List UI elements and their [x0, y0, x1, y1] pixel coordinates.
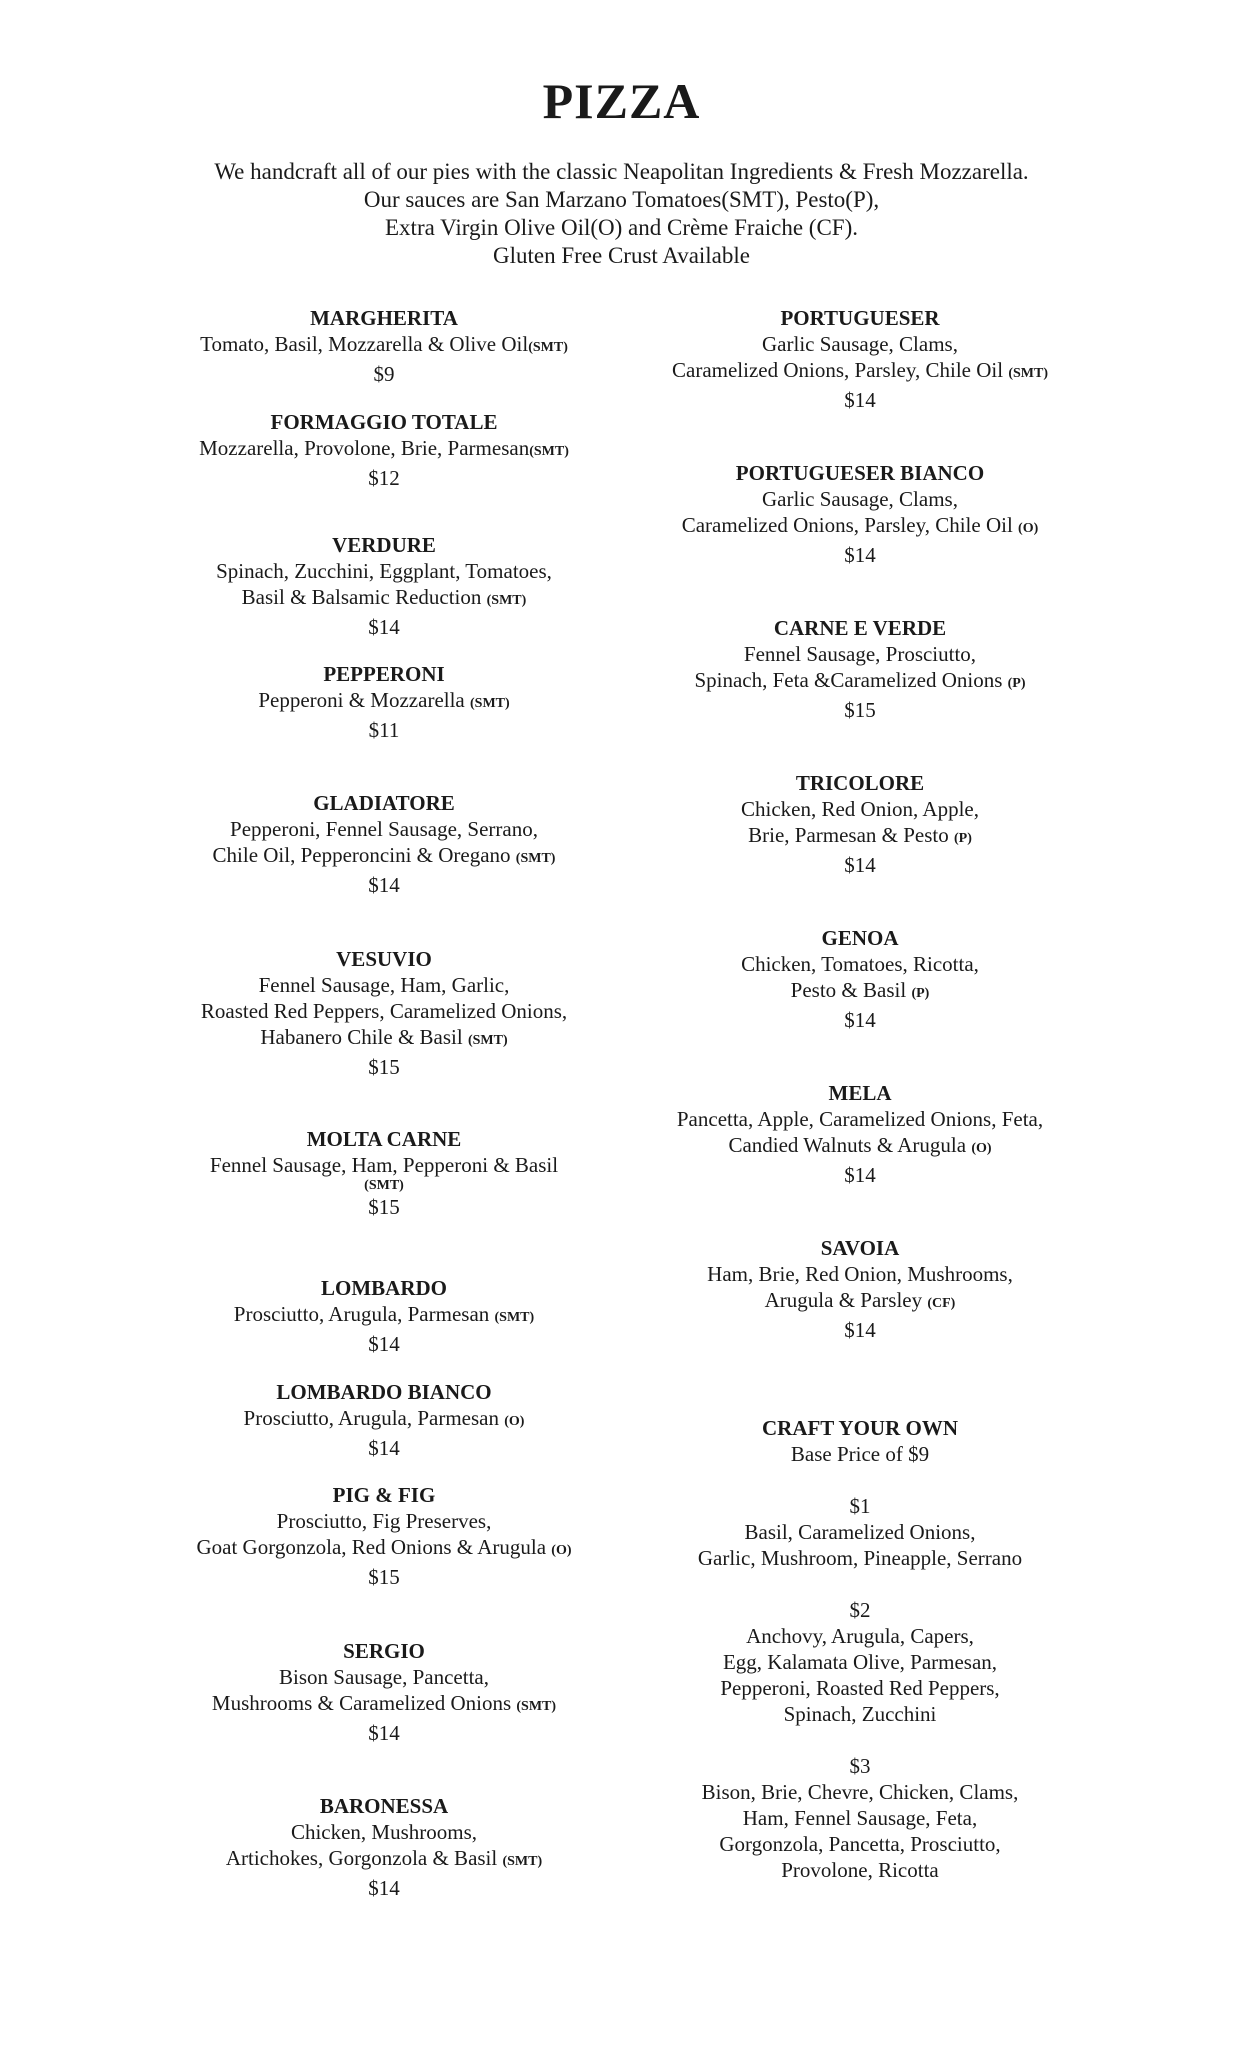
- item-name: MOLTA CARNE: [306, 1127, 462, 1151]
- menu-item-portugueser-bianco: [580, 460, 1140, 568]
- topping-group-2: [580, 1597, 1140, 1727]
- topping-list-line: Bison, Brie, Chevre, Chicken, Clams,: [701, 1780, 1019, 1804]
- item-price: $15: [368, 1055, 400, 1079]
- item-desc: Brie, Parmesan & Pesto (P): [748, 823, 972, 847]
- menu-item-carne-e-verde: [580, 615, 1140, 723]
- topping-list-line: Pepperoni, Roasted Red Peppers,: [720, 1676, 1000, 1700]
- craft-title: CRAFT YOUR OWN: [761, 1416, 958, 1440]
- item-desc: Basil & Balsamic Reduction (SMT): [241, 585, 527, 609]
- topping-list-line: Provolone, Ricotta: [781, 1858, 939, 1882]
- item-price: $14: [844, 1318, 876, 1342]
- item-name: BARONESSA: [319, 1794, 449, 1818]
- topping-list-line: Spinach, Zucchini: [783, 1702, 937, 1726]
- topping-group-price: $3: [849, 1754, 871, 1778]
- intro-line: Gluten Free Crust Available: [493, 243, 750, 268]
- topping-list-line: Ham, Fennel Sausage, Feta,: [742, 1806, 978, 1830]
- item-desc: Chile Oil, Pepperoncini & Oregano (SMT): [212, 843, 556, 867]
- item-desc: Spinach, Feta &Caramelized Onions (P): [694, 668, 1026, 692]
- item-name: VERDURE: [332, 533, 436, 557]
- sauce-code: (O): [971, 1141, 992, 1156]
- menu-item-mela: [580, 1080, 1140, 1188]
- item-price: $12: [368, 466, 400, 490]
- item-price: $14: [368, 1332, 400, 1356]
- item-desc: Chicken, Tomatoes, Ricotta,: [741, 952, 979, 976]
- item-desc: Fennel Sausage, Prosciutto,: [743, 642, 977, 666]
- sauce-code: (O): [504, 1414, 525, 1429]
- menu-item-genoa: [580, 925, 1140, 1033]
- item-desc: Fennel Sausage, Ham, Pepperoni & Basil: [209, 1153, 559, 1177]
- item-price: $14: [368, 615, 400, 639]
- sauce-code: (O): [1018, 521, 1039, 536]
- item-price: $14: [844, 1008, 876, 1032]
- topping-group-price: $1: [849, 1494, 871, 1518]
- item-price: $15: [844, 698, 876, 722]
- item-name: PORTUGUESER: [780, 306, 940, 330]
- item-desc: Habanero Chile & Basil (SMT): [260, 1025, 508, 1049]
- item-desc: Caramelized Onions, Parsley, Chile Oil (SMT): [672, 358, 1048, 382]
- item-price: $14: [368, 1876, 400, 1900]
- item-desc: Spinach, Zucchini, Eggplant, Tomatoes,: [216, 559, 552, 583]
- item-desc: Fennel Sausage, Ham, Garlic,: [258, 973, 510, 997]
- item-desc: Chicken, Red Onion, Apple,: [741, 797, 979, 821]
- item-name: GLADIATORE: [313, 791, 455, 815]
- item-desc: Mozzarella, Provolone, Brie, Parmesan(SMT): [199, 436, 569, 460]
- item-name: LOMBARDO BIANCO: [276, 1380, 492, 1404]
- sauce-code: (O): [551, 1543, 572, 1558]
- item-name: PEPPERONI: [323, 662, 445, 686]
- menu-item-portugueser: [580, 305, 1140, 413]
- page-title: PIZZA: [542, 73, 701, 129]
- sauce-code: (SMT): [529, 444, 569, 459]
- item-desc: Goat Gorgonzola, Red Onions & Arugula (O): [196, 1535, 572, 1559]
- item-name: SAVOIA: [820, 1236, 900, 1260]
- item-price: $14: [368, 1721, 400, 1745]
- item-desc: Caramelized Onions, Parsley, Chile Oil (O): [681, 513, 1039, 537]
- intro-line: Our sauces are San Marzano Tomatoes(SMT), Pesto(P),: [363, 187, 880, 212]
- topping-list-line: Garlic, Mushroom, Pineapple, Serrano: [697, 1546, 1023, 1570]
- item-desc: Prosciutto, Arugula, Parmesan (O): [243, 1406, 525, 1430]
- item-desc: Garlic Sausage, Clams,: [762, 487, 958, 511]
- item-desc: Pepperoni & Mozzarella (SMT): [258, 688, 510, 712]
- intro-line: We handcraft all of our pies with the classic Neapolitan Ingredients & Fresh Mozzarella.: [214, 159, 1029, 184]
- sauce-code: (SMT): [528, 340, 568, 355]
- sauce-code: (SMT): [364, 1178, 404, 1193]
- item-price: $15: [368, 1565, 400, 1589]
- menu-item-savoia: [580, 1235, 1140, 1343]
- item-name: MELA: [828, 1081, 892, 1105]
- item-price: $11: [368, 718, 400, 742]
- item-desc: Arugula & Parsley (CF): [764, 1288, 956, 1312]
- topping-list-line: Basil, Caramelized Onions,: [744, 1520, 976, 1544]
- intro-text: [0, 158, 1243, 270]
- sauce-code: (SMT): [467, 1033, 508, 1048]
- sauce-code: (P): [1007, 676, 1026, 691]
- item-price: $14: [844, 543, 876, 567]
- menu-item-tricolore: [580, 770, 1140, 878]
- sauce-code: (SMT): [486, 593, 527, 608]
- craft-your-own-section: [580, 1415, 1140, 1883]
- item-desc: Mushrooms & Caramelized Onions (SMT): [211, 1691, 557, 1715]
- intro-line: Extra Virgin Olive Oil(O) and Crème Fraiche (CF).: [385, 215, 858, 240]
- craft-base-price: Base Price of $9: [790, 1442, 930, 1466]
- item-name: MARGHERITA: [310, 306, 458, 330]
- item-name: LOMBARDO: [321, 1276, 447, 1300]
- item-desc: Pancetta, Apple, Caramelized Onions, Feta,: [676, 1107, 1044, 1131]
- item-desc: Pesto & Basil (P): [790, 978, 930, 1002]
- item-price: $14: [844, 388, 876, 412]
- sauce-code: (SMT): [502, 1854, 543, 1869]
- item-name: FORMAGGIO TOTALE: [270, 410, 498, 434]
- item-desc: Prosciutto, Fig Preserves,: [276, 1509, 492, 1533]
- item-desc: Bison Sausage, Pancetta,: [279, 1665, 489, 1689]
- sauce-code: (SMT): [516, 1699, 557, 1714]
- item-price: $14: [368, 873, 400, 897]
- item-desc: Chicken, Mushrooms,: [290, 1820, 478, 1844]
- item-desc: Tomato, Basil, Mozzarella & Olive Oil(SMT): [200, 332, 568, 356]
- item-desc: Pepperoni, Fennel Sausage, Serrano,: [230, 817, 538, 841]
- item-name: TRICOLORE: [795, 771, 925, 795]
- item-price: $14: [368, 1436, 400, 1460]
- item-name: CARNE E VERDE: [773, 616, 947, 640]
- sauce-code: (SMT): [515, 851, 556, 866]
- sauce-code: (SMT): [470, 696, 510, 711]
- item-price: $14: [844, 853, 876, 877]
- topping-group-1: [580, 1493, 1140, 1571]
- sauce-code: (P): [911, 986, 930, 1001]
- item-price: $15: [368, 1195, 400, 1219]
- item-price: $14: [844, 1163, 876, 1187]
- item-price: $9: [373, 362, 395, 386]
- item-desc: Roasted Red Peppers, Caramelized Onions,: [200, 999, 568, 1023]
- topping-list-line: Anchovy, Arugula, Capers,: [746, 1624, 974, 1648]
- topping-list-line: Egg, Kalamata Olive, Parmesan,: [722, 1650, 998, 1674]
- item-name: GENOA: [821, 926, 899, 950]
- item-desc: Candied Walnuts & Arugula (O): [728, 1133, 992, 1157]
- sauce-code: (SMT): [1008, 366, 1048, 381]
- sauce-code: (CF): [927, 1296, 956, 1311]
- topping-group-price: $2: [849, 1598, 871, 1622]
- topping-group-3: [580, 1753, 1140, 1883]
- item-name: PIG & FIG: [332, 1483, 436, 1507]
- item-name: SERGIO: [343, 1639, 425, 1663]
- item-desc: Prosciutto, Arugula, Parmesan (SMT): [233, 1302, 535, 1326]
- sauce-code: (P): [954, 831, 972, 846]
- item-desc: Garlic Sausage, Clams,: [762, 332, 958, 356]
- item-name: VESUVIO: [336, 947, 432, 971]
- item-desc: Artichokes, Gorgonzola & Basil (SMT): [225, 1846, 543, 1870]
- item-name: PORTUGUESER BIANCO: [735, 461, 985, 485]
- sauce-code: (SMT): [494, 1310, 535, 1325]
- topping-list-line: Gorgonzola, Pancetta, Prosciutto,: [719, 1832, 1001, 1856]
- item-desc: Ham, Brie, Red Onion, Mushrooms,: [707, 1262, 1013, 1286]
